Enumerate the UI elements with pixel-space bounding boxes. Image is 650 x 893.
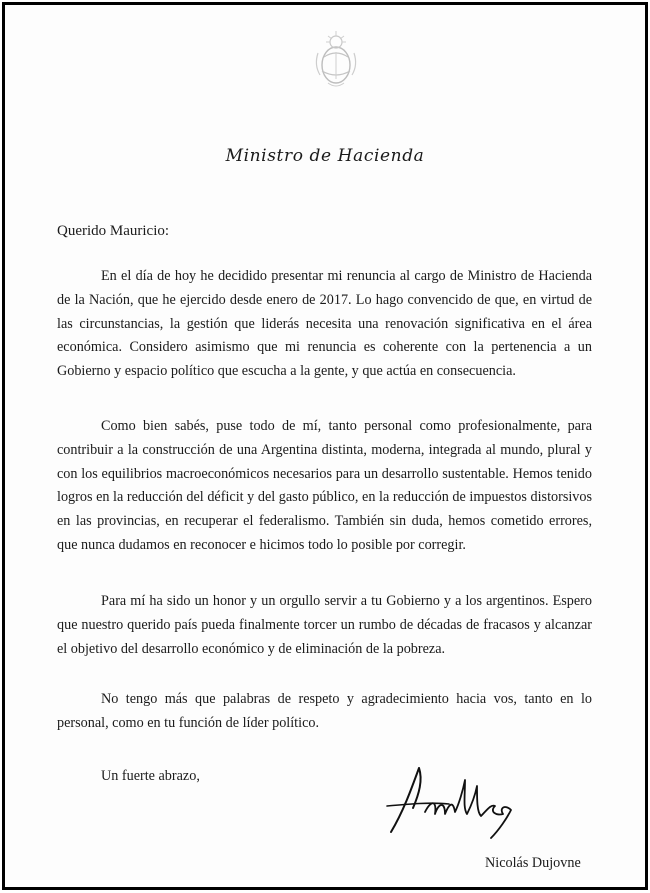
paragraph-gratitude: No tengo más que palabras de respeto y agradecimiento hacia vos, tanto en lo personal, como en tu función de líder político. [57, 691, 592, 731]
coat-of-arms-icon [306, 27, 366, 97]
paragraph-achievements: Como bien sabés, puse todo de mí, tanto personal como profesionalmente, para contribuir a la construcción de una Argentina distinta, moderna, integrada al mundo, plural y con los equilibrios macroeconómicos necesarios para un desarrollo sustentable. Hemos tenido logros en la reducción del déficit y del gasto público, en la reducción de impuestos distorsivos en las provincias, en recuperar el federalismo. También sin duda, hemos cometido errores, que nunca dudamos en reconocer e hicimos todo lo posible por corregir. [57, 418, 592, 553]
paragraph-honor: Para mí ha sido un honor y un orgullo servir a tu Gobierno y a los argentinos. Espero que nuestro querido país pueda finalmente torcer un rumbo de décadas de fracasos y alcanzar el objetivo del desarrollo económico y de eliminación de la pobreza. [57, 593, 592, 657]
signature [379, 760, 529, 840]
letterhead-title: Ministro de Hacienda [225, 146, 425, 166]
salutation: Querido Mauricio: [57, 223, 170, 239]
signer-name: Nicolás Dujovne [485, 855, 581, 871]
letter-page [2, 2, 648, 890]
closing: Un fuerte abrazo, [101, 768, 200, 784]
paragraph-resignation: En el día de hoy he decidido presentar mi renuncia al cargo de Ministro de Hacienda de la Nación, que he ejercido desde enero de 2017. Lo hago convencido de que, en virtud de las circunstancias, la gestión que liderás necesita una renovación significativa en el área económica. Considero asimismo que mi renuncia es coherente con la pertenencia a un Gobierno y espacio político que escucha a la gente, y que actúa en consecuencia. [57, 268, 592, 380]
